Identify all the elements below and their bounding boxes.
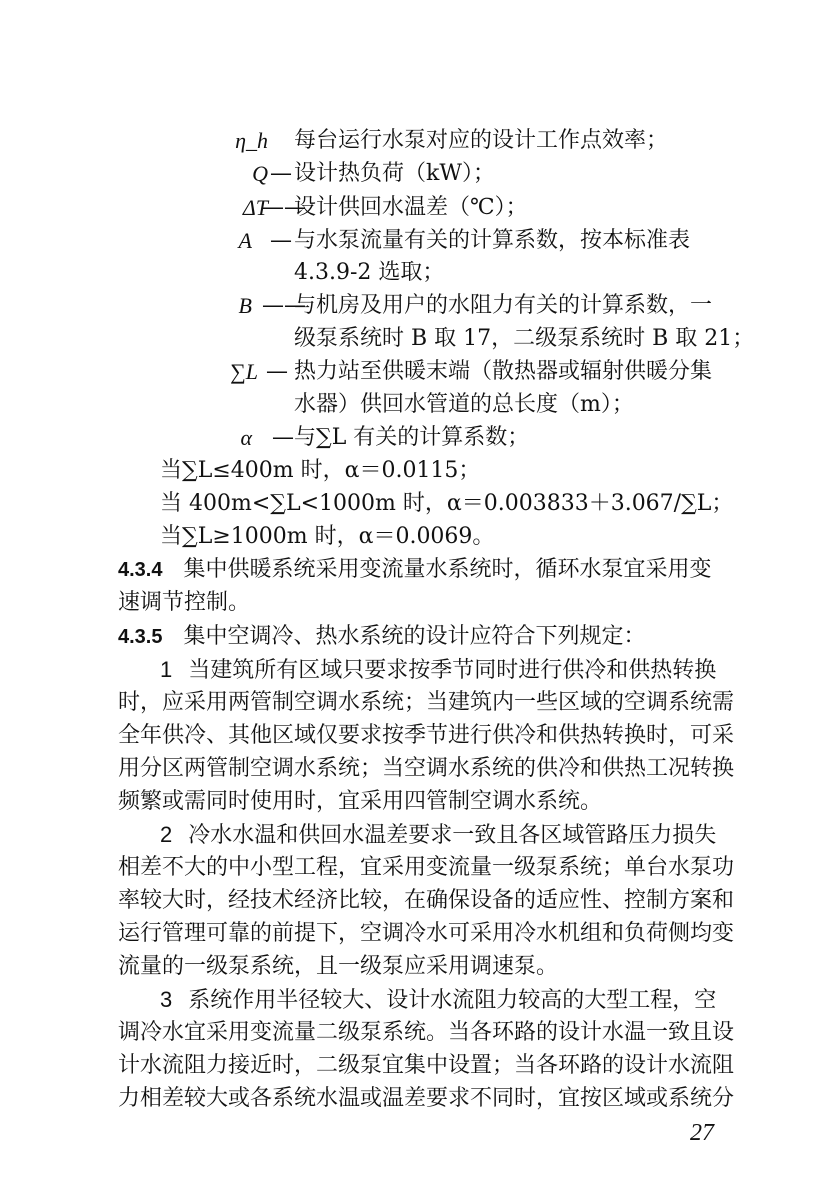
dash-b: —— — [262, 293, 306, 318]
condition-3: 当∑L≥1000m 时，α＝0.0069。 — [160, 524, 495, 549]
item-text: 当建筑所有区域只要求按季节同时进行供冷和供热转换 — [188, 658, 717, 683]
section-number: 4.3.5 — [118, 626, 163, 648]
section-4-3-4-line-2: 速调节控制。 — [118, 590, 251, 615]
item-text: 冷水水温和供回水温差要求一致且各区域管路压力损失 — [188, 823, 717, 848]
item-3-line-1 — [160, 984, 716, 1017]
condition-2: 当 400m<∑L<1000m 时，α＝0.003833＋3.067/∑L； — [160, 491, 734, 516]
def-a: 与水泵流量有关的计算系数，按本标准表 — [294, 228, 691, 253]
symbol-alpha: α — [240, 425, 252, 450]
item-number: 3 — [160, 987, 173, 1012]
symbol-a: A — [238, 228, 252, 253]
item-1-line-2: 时，应采用两管制空调水系统；当建筑内一些区域的空调系统需 — [118, 690, 735, 715]
symbol-delta-t: ΔT — [242, 195, 268, 220]
section-4-3-5-title — [118, 621, 646, 653]
item-3-line-3: 计水流阻力接近时，二级泵宜集中设置；当各环路的设计水流阻 — [118, 1053, 735, 1078]
page-number: 27 — [690, 1120, 714, 1146]
item-1-line-3: 全年供冷、其他区域仅要求按季节进行供冷和供热转换时，可采 — [118, 723, 735, 748]
dash-q: — — [270, 161, 292, 186]
section-4-3-4-line-1 — [118, 554, 712, 586]
item-number: 2 — [160, 822, 173, 847]
def-b-cont: 级泵系统时 B 取 17，二级泵系统时 B 取 21； — [294, 326, 755, 351]
dash-sum-l: — — [266, 359, 288, 384]
condition-1: 当∑L≤400m 时，α＝0.0115； — [160, 458, 481, 483]
section-number: 4.3.4 — [118, 559, 163, 581]
def-alpha: 与∑L 有关的计算系数； — [294, 425, 530, 450]
def-delta-t: 设计供回水温差（℃）； — [294, 195, 528, 220]
item-1-line-1 — [160, 654, 716, 687]
item-3-line-2: 调冷水宜采用变流量二级泵系统。当各环路的设计水温一致且设 — [118, 1020, 735, 1045]
dash-a: — — [270, 228, 292, 253]
section-text: 集中空调冷、热水系统的设计应符合下列规定： — [183, 624, 646, 649]
dash-alpha: — — [272, 425, 294, 450]
item-number: 1 — [160, 657, 173, 682]
item-text: 系统作用半径较大、设计水流阻力较高的大型工程，空 — [188, 988, 717, 1013]
def-a-cont: 4.3.9-2 选取； — [294, 260, 445, 285]
item-2-line-2: 相差不大的中小型工程，宜采用变流量一级泵系统；单台水泵功 — [118, 855, 735, 880]
dash-delta-t: —— — [262, 195, 306, 220]
item-2-line-5: 流量的一级泵系统，且一级泵应采用调速泵。 — [118, 954, 559, 979]
symbol-b: B — [238, 293, 252, 318]
item-1-line-4: 用分区两管制空调水系统；当空调水系统的供冷和供热工况转换 — [118, 756, 735, 781]
item-2-line-1 — [160, 819, 716, 852]
symbol-sum-l: ∑L — [230, 359, 258, 384]
item-2-line-3: 率较大时，经技术经济比较，在确保设备的适应性、控制方案和 — [118, 888, 735, 913]
def-q: 设计热负荷（kW）； — [294, 161, 495, 186]
def-eta: 每台运行水泵对应的设计工作点效率； — [294, 128, 669, 153]
symbol-q: Q — [252, 161, 268, 186]
item-3-line-4: 力相差较大或各系统水温或温差要求不同时，宜按区域或系统分 — [118, 1086, 735, 1111]
def-b: 与机房及用户的水阻力有关的计算系数，一 — [294, 293, 713, 318]
section-text: 集中供暖系统采用变流量水系统时，循环水泵宜采用变 — [183, 557, 712, 582]
symbol-eta: η_h — [235, 128, 268, 153]
item-1-line-5: 频繁或需同时使用时，宜采用四管制空调水系统。 — [118, 789, 603, 814]
def-sum-l: 热力站至供暖末端（散热器或辐射供暖分集 — [294, 359, 713, 384]
def-sum-l-cont: 水器）供回水管道的总长度（m）； — [294, 392, 634, 417]
item-2-line-4: 运行管理可靠的前提下，空调冷水可采用冷水机组和负荷侧均变 — [118, 921, 735, 946]
